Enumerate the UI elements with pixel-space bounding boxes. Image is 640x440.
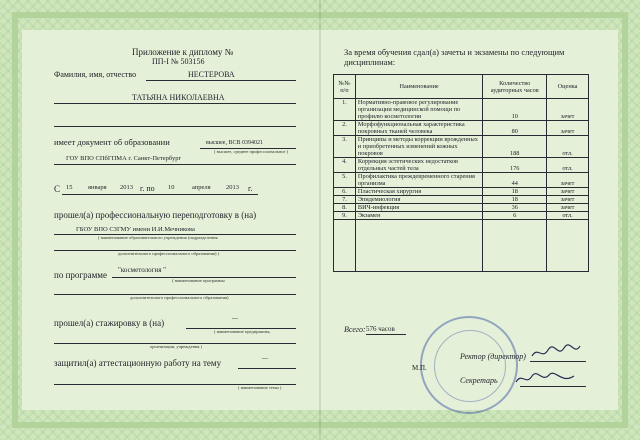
row-num: 5. xyxy=(334,173,356,188)
intern-label: прошел(а) стажировку в (на) xyxy=(54,318,165,328)
col-name-header: Наименование xyxy=(355,75,482,99)
rector-label: Ректор (директор) xyxy=(460,352,526,361)
row-num: 6. xyxy=(334,188,356,196)
row-name: Пластическая хирургия xyxy=(355,188,482,196)
period-day1: 15 xyxy=(66,184,73,191)
table-row xyxy=(334,196,589,204)
row-hours: 44 xyxy=(483,173,547,188)
diploma-number: ПП-I № 503156 xyxy=(152,57,205,66)
page-fold xyxy=(319,0,321,440)
period-month2: апреля xyxy=(192,184,211,191)
edu-doc-label: имеет документ об образовании xyxy=(54,137,170,147)
row-hours: 188 xyxy=(483,136,547,158)
org-caption: ( наименование образовательного учреждения (подразделения xyxy=(98,235,218,240)
round-seal xyxy=(420,316,518,414)
right-header-line2: дисциплинам: xyxy=(344,57,396,67)
name-line xyxy=(54,103,296,104)
row-hours: 36 xyxy=(483,204,547,212)
row-name: Эпидемиология xyxy=(355,196,482,204)
row-num: 7. xyxy=(334,196,356,204)
period-year2: 2013 xyxy=(226,184,239,191)
row-num: 8. xyxy=(334,204,356,212)
table-row xyxy=(334,121,589,136)
table-row xyxy=(334,188,589,196)
table-row xyxy=(334,99,589,121)
row-name: Морфофункциональная характеристика покровных тканей человека xyxy=(355,121,482,136)
col-grade-header: Оценка xyxy=(547,75,589,99)
row-name: Принципы и методы коррекции врожденных и приобретенных изменений кожных покровов xyxy=(355,136,482,158)
row-grade: отл. xyxy=(547,158,589,173)
intern-value: --- xyxy=(232,316,238,322)
table-row xyxy=(334,136,589,158)
row-grade: зачет xyxy=(547,121,589,136)
defense-value: --- xyxy=(262,356,268,362)
table-row xyxy=(334,158,589,173)
row-hours: 10 xyxy=(483,99,547,121)
defense-line xyxy=(238,368,296,369)
period-g1: г. по xyxy=(140,184,155,193)
row-num: 9. xyxy=(334,212,356,220)
period-month1: января xyxy=(88,184,107,191)
row-grade: зачет xyxy=(547,204,589,212)
row-hours: 176 xyxy=(483,158,547,173)
defense-caption: ( наименование темы ) xyxy=(238,385,282,390)
row-hours: 18 xyxy=(483,188,547,196)
surname-value: НЕСТЕРОВА xyxy=(188,70,235,79)
fio-label: Фамилия, имя, отчество xyxy=(54,70,137,79)
period-day2: 10 xyxy=(168,184,175,191)
row-name: Коррекция эстетических недостатков отдельных частей тела xyxy=(355,158,482,173)
row-name: Профилактика преждевременного старения организма xyxy=(355,173,482,188)
defense-label: защитил(а) аттестационную работу на тему xyxy=(54,358,222,368)
secretary-label: Секретарь xyxy=(460,376,498,385)
row-grade: зачет xyxy=(547,173,589,188)
institution-line xyxy=(54,164,296,165)
org-value: ГБОУ ВПО СЗГМУ имени И.И.Мечникова xyxy=(76,226,195,233)
row-num: 4. xyxy=(334,158,356,173)
fio-line xyxy=(146,80,296,81)
row-hours: 80 xyxy=(483,121,547,136)
row-grade: зачет xyxy=(547,188,589,196)
period-g2: г. xyxy=(248,184,253,193)
row-grade: отл. xyxy=(547,136,589,158)
right-header-line1: За время обучения сдал(а) зачеты и экзамены по следующим xyxy=(344,47,565,57)
period-line xyxy=(62,194,258,195)
mp-label: М.П. xyxy=(412,364,427,372)
edu-doc-caption: ( высшее, среднее профессиональное ) xyxy=(214,149,289,154)
total-line xyxy=(366,334,406,335)
institution-value: ГОУ ВПО СПбГПМА г. Санкт-Петербург xyxy=(66,155,182,162)
subjects-table xyxy=(333,74,589,272)
col-hours-header: Количество аудиторных часов xyxy=(483,75,547,99)
secretary-signature xyxy=(510,366,580,388)
total-label: Всего: xyxy=(344,325,366,334)
table-row-empty xyxy=(334,220,589,272)
row-hours: 6 xyxy=(483,212,547,220)
total-value: 576 часов xyxy=(366,325,395,333)
org-caption-2: дополнительного профессионального образования) ) xyxy=(118,251,220,256)
program-caption-2: дополнительного профессионального образования) xyxy=(130,295,229,300)
name-value: ТАТЬЯНА НИКОЛАЕВНА xyxy=(132,93,225,102)
row-hours: 18 xyxy=(483,196,547,204)
col-num-header: №№ п/п xyxy=(334,75,356,99)
table-row xyxy=(334,204,589,212)
row-num: 2. xyxy=(334,121,356,136)
row-name: Экзамен xyxy=(355,212,482,220)
blank-line-1 xyxy=(54,126,296,127)
period-year1: 2013 xyxy=(120,184,133,191)
intern-caption: ( наименование предприятия, xyxy=(214,329,271,334)
table-row xyxy=(334,173,589,188)
row-name: ВИЧ-инфекция xyxy=(355,204,482,212)
row-name: Нормативно-правовое регулирование организации медицинской помощи по профилю косметологии xyxy=(355,99,482,121)
row-num: 3. xyxy=(334,136,356,158)
row-num: 1. xyxy=(334,99,356,121)
intern-caption-2: организации, учреждения ) xyxy=(150,344,203,349)
program-caption: ( наименование программы xyxy=(172,278,225,283)
program-label: по программе xyxy=(54,270,107,280)
row-grade: отл. xyxy=(547,212,589,220)
period-c: С xyxy=(54,184,61,194)
retrain-label: прошел(а) профессиональную переподготовку в (на) xyxy=(54,210,257,220)
table-row xyxy=(334,212,589,220)
supplement-title: Приложение к диплому № xyxy=(132,47,234,57)
rector-signature xyxy=(528,342,584,362)
row-grade: зачет xyxy=(547,196,589,204)
edu-doc-value: высшее, ВСВ 0394021 xyxy=(206,140,263,146)
row-grade: зачет xyxy=(547,99,589,121)
program-value: "косметология " xyxy=(118,266,167,274)
